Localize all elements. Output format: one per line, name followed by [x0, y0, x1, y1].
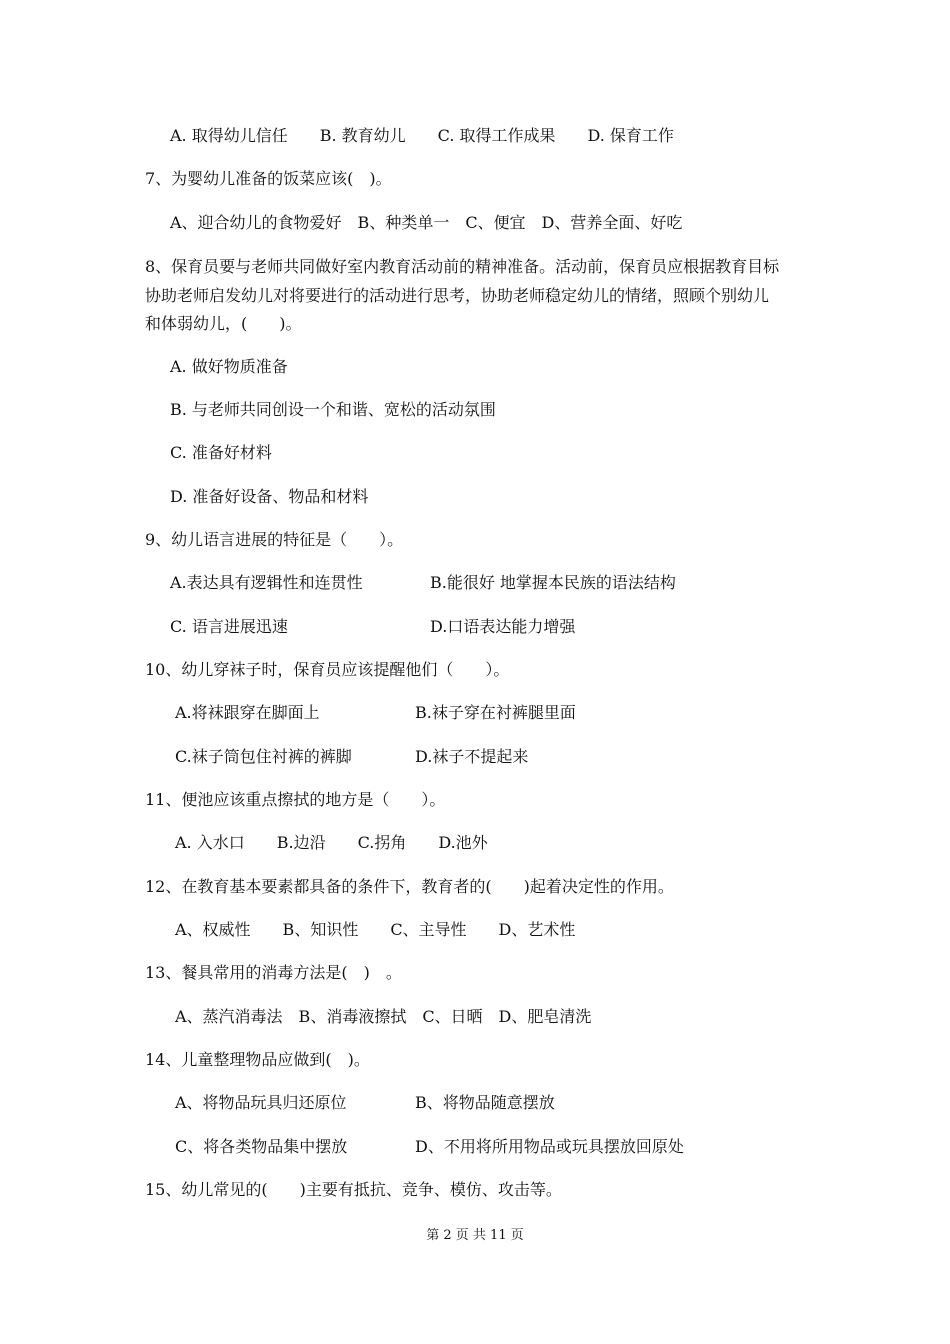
q10-option-d: D.袜子不提起来	[415, 747, 529, 766]
q6-options: A. 取得幼儿信任 B. 教育幼儿 C. 取得工作成果 D. 保育工作	[170, 126, 674, 145]
question-8-line-1: 8、保育员要与老师共同做好室内教育活动前的精神准备。活动前，保育员应根据教育目标	[145, 257, 780, 276]
q9-option-c: C. 语言进展迅速	[170, 617, 288, 636]
q12-options: A、权威性 B、知识性 C、主导性 D、艺术性	[175, 920, 576, 939]
q9-option-a: A.表达具有逻辑性和连贯性	[170, 573, 363, 592]
page-footer: 第 2 页 共 11 页	[426, 1228, 524, 1243]
q14-option-b: B、将物品随意摆放	[415, 1093, 555, 1112]
q9-option-d: D.口语表达能力增强	[430, 617, 576, 636]
q8-option-d: D. 准备好设备、物品和材料	[170, 487, 369, 506]
q13-options: A、蒸汽消毒法 B、消毒液擦拭 C、日晒 D、肥皂清洗	[175, 1007, 592, 1026]
q8-option-b: B. 与老师共同创设一个和谐、宽松的活动氛围	[170, 400, 496, 419]
q8-option-c: C. 准备好材料	[170, 443, 272, 462]
q9-option-b: B.能很好 地掌握本民族的语法结构	[430, 573, 676, 592]
question-7: 7、为婴幼儿准备的饭菜应该( )。	[145, 169, 392, 188]
q10-option-c: C.袜子筒包住衬裤的裤脚	[175, 747, 352, 766]
q10-option-a: A.将袜跟穿在脚面上	[175, 703, 320, 722]
question-13: 13、餐具常用的消毒方法是( ) 。	[145, 963, 402, 982]
q8-option-a: A. 做好物质准备	[170, 357, 288, 376]
q11-options: A. 入水口 B.边沿 C.拐角 D.池外	[175, 833, 488, 852]
question-14: 14、儿童整理物品应做到( )。	[145, 1050, 370, 1069]
question-9: 9、幼儿语言进展的特征是（ ）。	[145, 530, 404, 549]
q10-option-b: B.袜子穿在衬裤腿里面	[415, 703, 576, 722]
question-8-line-3: 和体弱幼儿，( )。	[145, 314, 302, 333]
q7-options: A、迎合幼儿的食物爱好 B、种类单一 C、便宜 D、营养全面、好吃	[170, 213, 683, 232]
q14-option-a: A、将物品玩具归还原位	[175, 1093, 347, 1112]
q14-option-d: D、不用将所用物品或玩具摆放回原处	[415, 1137, 684, 1156]
question-8-line-2: 协助老师启发幼儿对将要进行的活动进行思考，协助老师稳定幼儿的情绪，照顾个别幼儿	[145, 286, 770, 305]
question-15: 15、幼儿常见的( )主要有抵抗、竞争、模仿、攻击等。	[145, 1180, 562, 1199]
q14-option-c: C、将各类物品集中摆放	[175, 1137, 348, 1156]
question-12: 12、在教育基本要素都具备的条件下，教育者的( )起着决定性的作用。	[145, 877, 674, 896]
question-10: 10、幼儿穿袜子时，保育员应该提醒他们（ ）。	[145, 660, 510, 679]
question-11: 11、便池应该重点擦拭的地方是（ ）。	[145, 790, 446, 809]
